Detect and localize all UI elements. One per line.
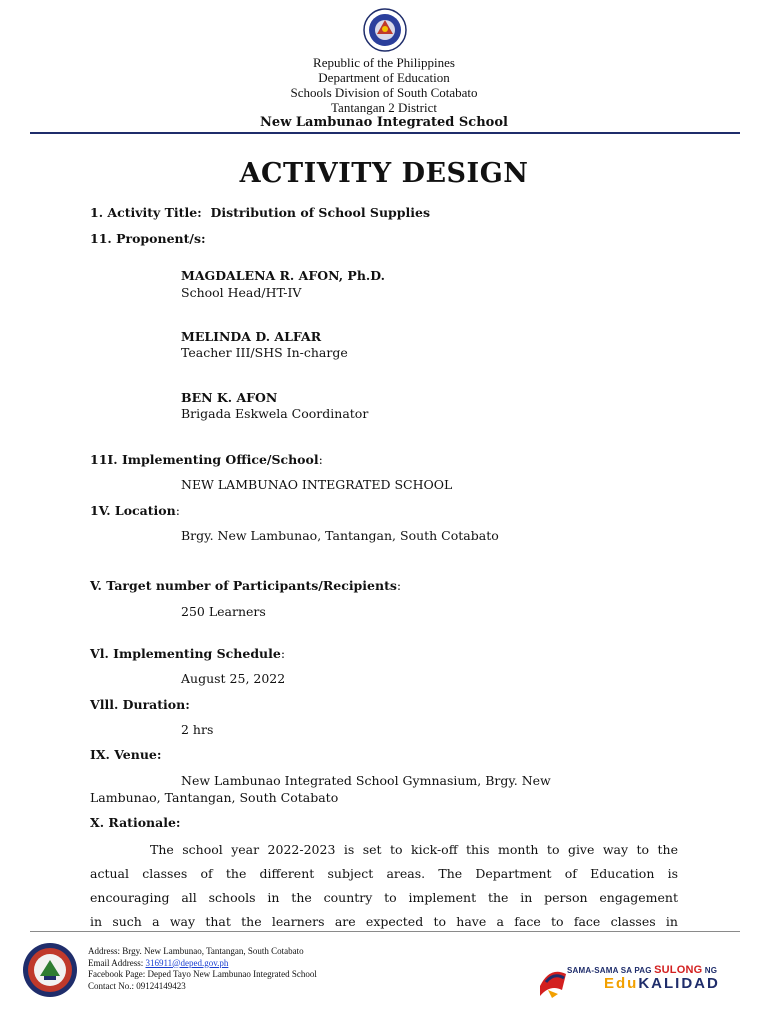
participants-label: V. Target number of Participants/Recipients <box>90 578 397 593</box>
proponents-label: 11. Proponent/s: <box>90 231 206 246</box>
venue-line-2: Lambunao, Tantangan, South Cotabato <box>90 790 339 805</box>
rationale-line-4: in such a way that the learners are expected to have a face to face classes in <box>90 914 678 929</box>
footer-address: Address: Brgy. New Lambunao, Tantangan, South Cotabato <box>88 946 304 956</box>
rationale-paragraph <box>90 838 678 934</box>
office-label-row: 11I. Implementing Office/School: <box>90 452 323 467</box>
school-name: New Lambunao Integrated School <box>260 115 508 130</box>
footer-divider <box>30 931 740 932</box>
deped-seal-logo <box>363 8 407 52</box>
document-title: ACTIVITY DESIGN <box>239 158 529 189</box>
schedule-label: Vl. Implementing Schedule <box>90 646 281 661</box>
footer-email-link[interactable]: 316911@deped.gov.ph <box>145 957 229 968</box>
slogan-prefix: SAMA-SAMA SA PAG <box>567 966 655 975</box>
activity-title-value: Distribution of School Supplies <box>210 205 431 220</box>
location-value: Brgy. New Lambunao, Tantangan, South Cotabato <box>181 528 499 543</box>
office-value: NEW LAMBUNAO INTEGRATED SCHOOL <box>181 477 453 492</box>
wordmark-kalidad: KALIDAD <box>638 975 720 992</box>
duration-label: Vlll. Duration: <box>90 697 190 712</box>
rationale-line-1: The school year 2022-2023 is set to kick-off this month to give way to the <box>150 842 678 857</box>
duration-value: 2 hrs <box>181 722 214 737</box>
slogan-sulong: SULONG <box>654 964 703 976</box>
activity-title-row <box>90 205 430 220</box>
header-line-2: Department of Education <box>318 70 450 85</box>
school-seal-logo <box>22 942 78 998</box>
proponent-name-3: BEN K. AFON <box>181 390 278 405</box>
venue-label: IX. Venue: <box>90 747 162 762</box>
header-line-3: Schools Division of South Cotabato <box>290 85 478 100</box>
venue-value <box>90 772 630 806</box>
header-line-1: Republic of the Philippines <box>313 55 455 70</box>
proponent-name-1: MAGDALENA R. AFON, Ph.D. <box>181 268 386 283</box>
footer-email-row <box>88 958 317 970</box>
schedule-value: August 25, 2022 <box>181 671 286 686</box>
schedule-label-row: Vl. Implementing Schedule: <box>90 646 286 661</box>
wordmark-edu: Edu <box>604 975 639 992</box>
proponent-role-1: School Head/HT-IV <box>181 285 302 300</box>
rationale-line-3: encouraging all schools in the country to implement the in person engagement <box>90 890 678 905</box>
footer-contact-info <box>88 946 317 992</box>
rationale-label: X. Rationale: <box>90 815 181 830</box>
footer-email-label: Email Address: <box>88 957 146 968</box>
proponent-name-2: MELINDA D. ALFAR <box>181 329 322 344</box>
rationale-line-2: actual classes of the different subject areas. The Department of Education is <box>90 866 678 881</box>
proponent-role-2: Teacher III/SHS In-charge <box>181 345 348 360</box>
footer-contact-number: Contact No.: 09124149423 <box>88 980 186 991</box>
slogan-suffix: NG <box>702 966 718 975</box>
edukalidad-wordmark <box>604 975 720 992</box>
location-label: 1V. Location <box>90 503 176 518</box>
participants-label-row: V. Target number of Participants/Recipients: <box>90 578 402 593</box>
header-line-4: Tantangan 2 District <box>331 100 437 115</box>
footer-facebook: Facebook Page: Deped Tayo New Lambunao Integrated School <box>88 969 317 979</box>
activity-title-label: 1. Activity Title: <box>90 205 202 220</box>
participants-value: 250 Learners <box>181 604 266 619</box>
office-label: 11I. Implementing Office/School <box>90 452 319 467</box>
proponent-role-3: Brigada Eskwela Coordinator <box>181 406 369 421</box>
header-divider <box>30 132 740 134</box>
location-label-row: 1V. Location: <box>90 503 180 518</box>
venue-line-1: New Lambunao Integrated School Gymnasium, Brgy. New <box>181 773 551 788</box>
